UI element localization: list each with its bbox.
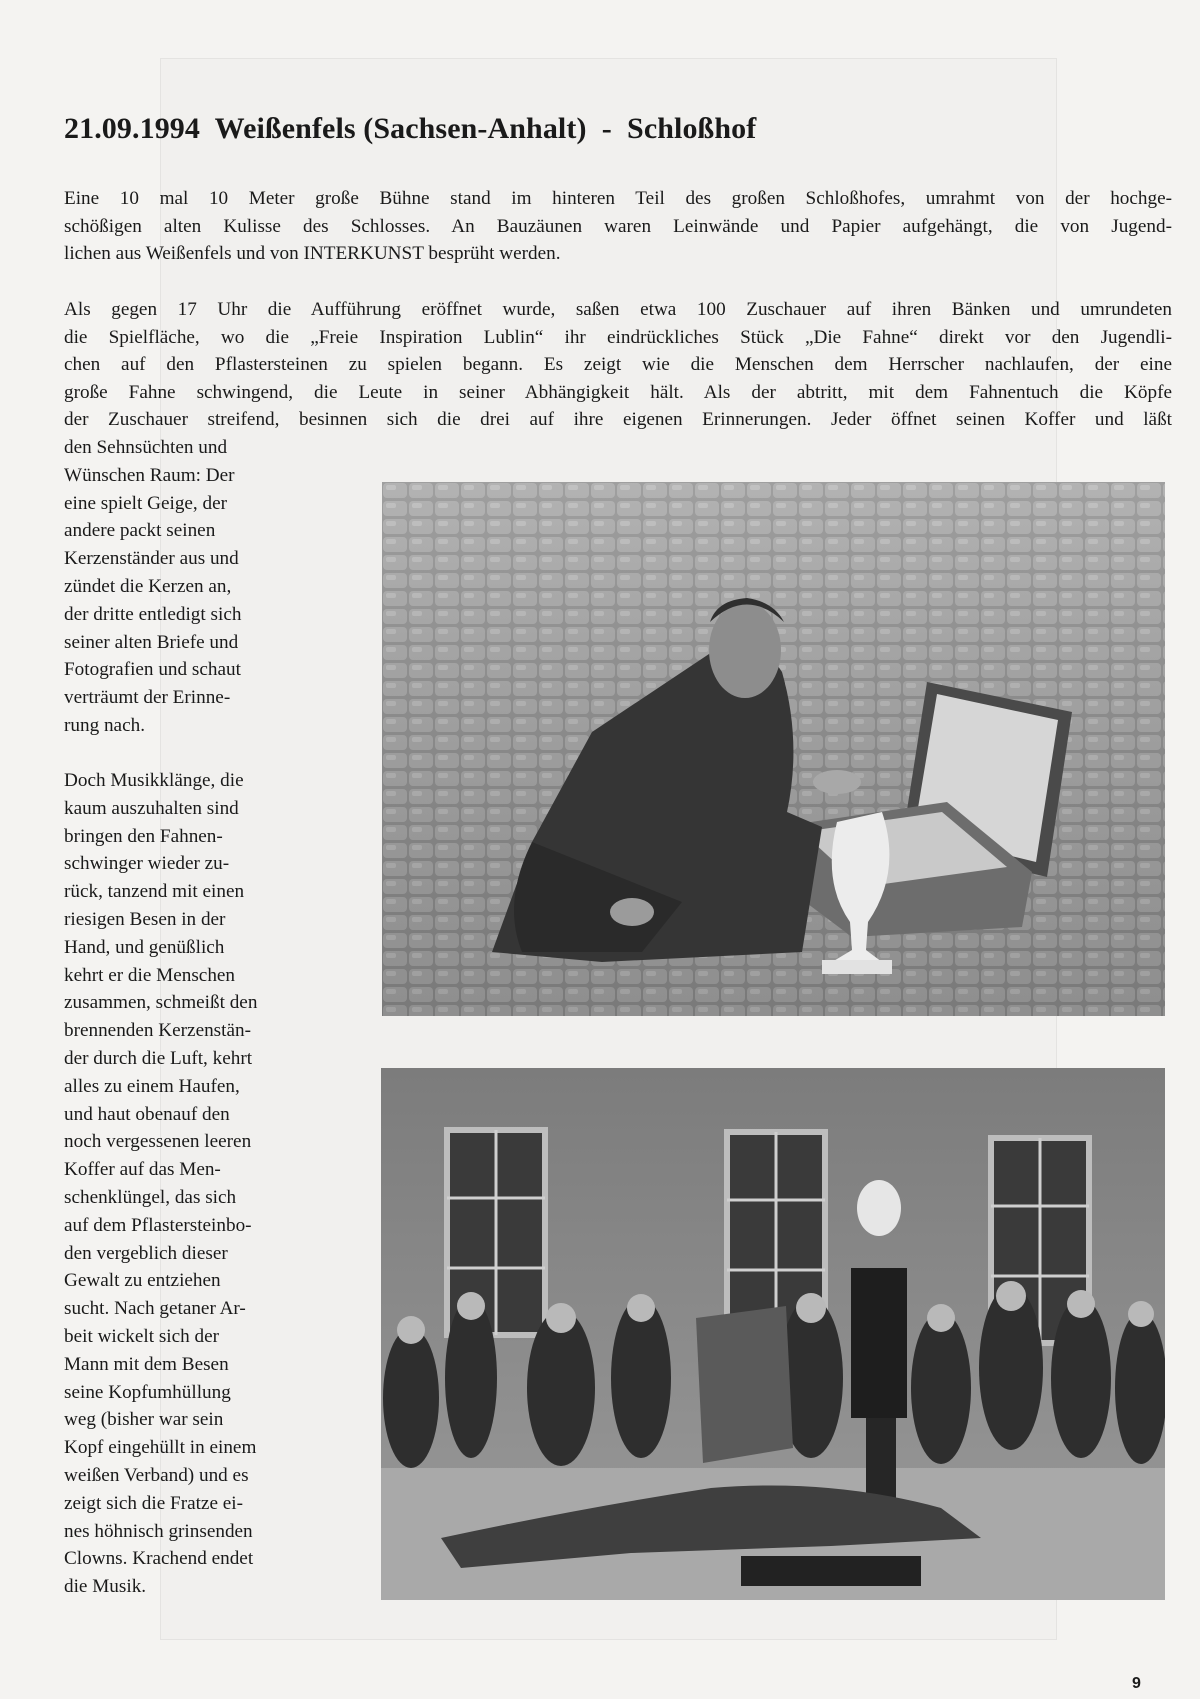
text-line: die Spielfläche, wo die „Freie Inspiration Lublin“ ihr eindrückliches Stück „Die Fahne“ direkt vor den Jugendli- [64,326,1172,348]
performance-paragraph [64,296,1172,434]
text-line: seiner alten Briefe und [64,631,239,653]
text-line: rück, tanzend mit einen [64,881,245,903]
text-line: Clowns. Krachend endet [64,1548,254,1570]
text-line: rung nach. [64,714,145,736]
text-line: beit wickelt sich der [64,1325,220,1347]
text-line: Wünschen Raum: Der [64,464,235,486]
text-line: schwinger wieder zu- [64,853,230,875]
text-line: auf dem Pflastersteinbo- [64,1214,252,1236]
text-line: Koffer auf das Men- [64,1159,221,1181]
text-line: Doch Musikklänge, die [64,770,244,791]
text-line: andere packt seinen [64,520,216,542]
text-line: zusammen, schmeißt den [64,992,258,1014]
text-line: chen auf den Pflastersteinen zu spielen begann. Es zeigt wie die Menschen dem Herrscher nachlaufen, der eine [64,354,1172,375]
page-number: 9 [1132,1675,1141,1692]
text-line: den vergeblich dieser [64,1242,228,1264]
page-title: 21.09.1994 Weißenfels (Sachsen-Anhalt) - Schloßhof [64,112,757,145]
column-text-2 [64,767,324,1601]
text-line: Hand, und genüßlich [64,936,225,958]
text-line: Kerzenständer aus und [64,548,239,570]
text-line: der durch die Luft, kehrt [64,1047,253,1069]
intro-paragraph [64,185,1172,268]
text-line: zeigt sich die Fratze ei- [64,1492,244,1514]
text-line: noch vergessenen leeren [64,1131,252,1153]
text-line: bringen den Fahnen- [64,825,223,847]
text-line: schenklüngel, das sich [64,1186,237,1208]
photo-courtyard-audience [381,1068,1165,1600]
text-line: schößigen alten Kulisse des Schlosses. An Bauzäunen waren Leinwände und Papier aufgehängt, die von Jugend- [64,215,1172,237]
text-line: Gewalt zu entziehen [64,1270,221,1292]
text-line: seine Kopfumhüllung [64,1381,231,1403]
text-line: der Zuschauer streifend, besinnen sich die drei auf ihre eigenen Erinnerungen. Jeder öffnet seinen Koffer und läßt [64,409,1172,430]
text-line: Kopf eingehüllt in einem [64,1437,257,1459]
text-line: lichen aus Weißenfels und von INTERKUNST besprüht werden. [64,243,561,264]
text-line: Als gegen 17 Uhr die Aufführung eröffnet wurde, saßen etwa 100 Zuschauer auf ihren Bänken und umrundeten [64,299,1172,320]
text-line: kaum auszuhalten sind [64,797,239,819]
text-line: Mann mit dem Besen [64,1353,229,1375]
text-line: kehrt er die Menschen [64,964,236,986]
text-line: brennenden Kerzenstän- [64,1020,251,1042]
text-line: der dritte entledigt sich [64,603,242,625]
text-line: und haut obenauf den [64,1103,230,1125]
text-line: nes höhnisch grinsenden [64,1520,253,1542]
text-line: weißen Verband) und es [64,1464,249,1486]
text-line: den Sehnsüchten und [64,437,228,458]
text-line: riesigen Besen in der [64,908,226,930]
text-line: eine spielt Geige, der [64,492,228,514]
column-text-1 [64,434,324,740]
text-line: große Fahne schwingend, die Leute in seiner Abhängigkeit hält. Als der abtritt, mit dem Fahnentuch die Köpfe [64,381,1172,403]
text-line: Eine 10 mal 10 Meter große Bühne stand im hinteren Teil des großen Schloßhofes, umrahmt von der hochge- [64,188,1172,209]
text-line: alles zu einem Haufen, [64,1075,240,1097]
text-line: zündet die Kerzen an, [64,575,232,597]
photo-actor-with-suitcase [382,482,1165,1016]
text-line: Fotografien und schaut [64,659,241,681]
text-line: die Musik. [64,1576,147,1598]
text-line: weg (bisher war sein [64,1409,224,1431]
text-line: sucht. Nach getaner Ar- [64,1298,246,1320]
text-line: verträumt der Erinne- [64,687,231,709]
